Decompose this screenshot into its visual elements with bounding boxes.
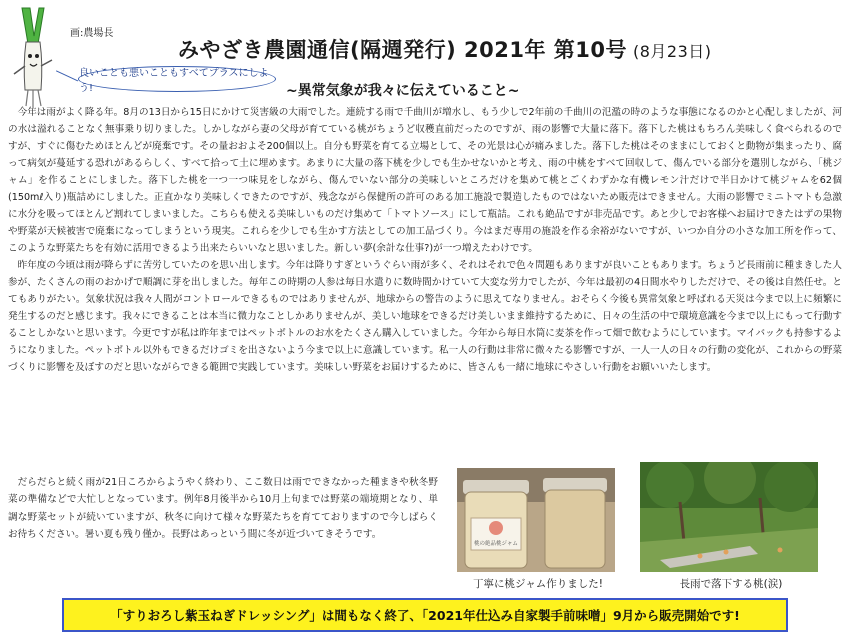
title-text: みやざき農園通信(隔週発行) 2021年 第10号 bbox=[178, 38, 627, 62]
speech-bubble-text: 良いことも悪いこともすべてプラスにしよう! bbox=[79, 68, 269, 94]
jam-photo-caption: 丁寧に桃ジャム作りました! bbox=[473, 578, 603, 590]
issue-date: (8月23日) bbox=[633, 42, 712, 61]
article-paragraph-3: だらだらと続く雨が21日ころからようやく終わり、ここ数日は雨でできなかった種まきや秋冬野菜の準備などで大忙しとなっています。例年8月後半から10月上旬までは野菜の端境期となり、単調な野菜セットが続いていますが、秋冬に向けて様々な野菜たちを育てておりますので今しばらくお待ちください。暑い夏も残り僅か。長野はあっという間に冬が近づいてきそうです。 bbox=[8, 477, 438, 541]
article-subtitle: ~異常気象が我々に伝えていること~ bbox=[286, 83, 520, 99]
banner-text: 「すりおろし紫玉ねぎドレッシング」は間もなく終了、「2021年仕込み自家製手前味噌」9月から販売開始です! bbox=[110, 608, 740, 623]
orchard-photo bbox=[640, 462, 818, 572]
newsletter-title bbox=[178, 34, 712, 64]
speech-bubble bbox=[78, 66, 276, 92]
illustration-credit: 画:農場長 bbox=[70, 28, 114, 39]
article-paragraph-2: 昨年度の今頃は雨が降らずに苦労していたのを思い出します。今年は降りすぎというぐらい雨が多く、それはそれで色々問題もありますが良いこともあります。ちょうど長雨前に種まきした人参が、たくさんの雨のおかげで順調に芽を出しました。毎年この時期の人参は毎日水遣りに数時間かけていて大変な労力でしたが、今年は最初の4日間水やりしただけで、その後は自然任せ。とてもありがたい。気象状況は我々人間がコントロールできるものではありませんが、地球からの警告のように思えてなりません。おそらく今後も異常気象と呼ばれる天災は今まで以上に頻繁に発生するのだと感じます。我々にできることは本当に微力なことしかありませんが、美しい地球をできるだけ美しいまま維持するために、日々の生活の中で環境意識を今まで以上にもって行動することしかないと思います。今更ですが私は昨年まではペットボトルのお水をたくさん購入していました。今年から毎日水筒に麦茶を作って畑で飲むようにしています。マイバックも持参するようになりました。ペットボトル以外もできるだけゴミを出さないよう今まで以上に意識しています。私一人の行動は非常に微々たる影響ですが、一人一人の日々の行動の変化が、これからの野菜づくりに影響を及ぼすのだと思いながらできる範囲で実践しています。美味しい野菜をお届けするために、皆さんも一緒に地球にやさしい行動をお願いいたします。 bbox=[8, 260, 842, 373]
article-body bbox=[8, 104, 842, 376]
product-announcement-banner bbox=[62, 598, 788, 632]
peach-jam-photo bbox=[457, 468, 615, 572]
orchard-photo-caption: 長雨で落下する桃(涙) bbox=[679, 578, 783, 590]
jam-jar-label: 桃の絶品桃ジャム bbox=[474, 541, 518, 547]
article-body-lower bbox=[8, 474, 438, 544]
article-paragraph-1: 今年は雨がよく降る年。8月の13日から15日にかけて災害級の大雨でした。連続する雨で千曲川が増水し、もう少しで2年前の千曲川の氾濫の時のような事態になるのかと心配しましたが、河の水は溢れることなく無事乗り切りました。しかしながら妻の父母が育てている桃がちょうど収穫直前だったのですが、雨の影響で大量に落下。落下した桃はもちろん美味しく食べられるのですが、すぐに傷むためほとんどが廃棄です。その量おおよそ200個以上。自分も野菜を育てる立場として、その光景は心が痛みました。落下した桃はそのままにしておくと動物が集まったり、腐って病気が蔓延する恐れがあるらしく、すべて拾って土に埋めます。あまりに大量の落下桃を少しでも生かせないかと考え、雨の中桃をすべて回収して、傷んでいる部分を選別しながら、「桃ジャム」を作ることにしました。落下した桃を一つ一つ味見をしながら、傷んでいない部分の美味しいところだけを集めて桃とごくわずかな有機レモン汁だけで半日かけて桃ジャムを62個(150mℓ入り)瓶詰めにしました。正直かなり美味しくできたのですが、残念ながら保健所の許可のある加工施設で製造したものではないため販売はできません。大雨の影響でミニトマトも急激に水分を吸ってほとんど割れてしまいました。こちらも使える美味しいものだけ集めて「トマトソース」にして瓶詰。これも絶品ですが非売品です。あと少しでお客様へお届けできたはずの果物や野菜が天候被害で廃棄になってしまうという現実。これらを少しでも生かす方法としての加工品づくり。今はまだ専用の施設を作る余裕がないですが、いつか自分の小さな加工所を作って、このような野菜たちを有効に活用できるよう出来たらいいなと思いました。新しい夢(余計な仕事?)が一つ増えたわけです。 bbox=[8, 107, 842, 254]
green-onion-mascot bbox=[8, 4, 58, 112]
